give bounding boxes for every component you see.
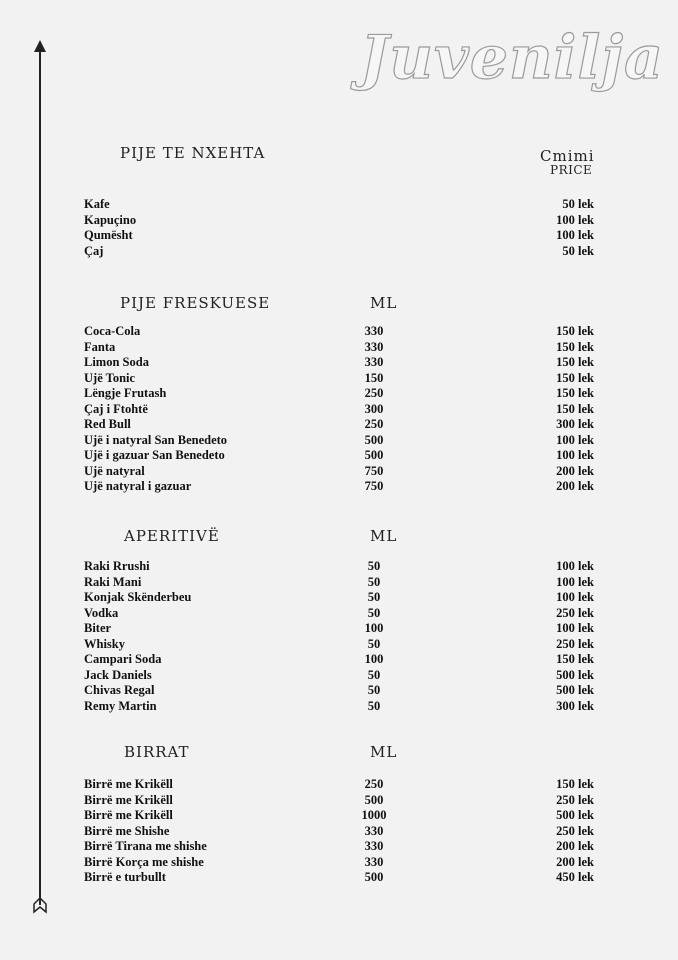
item-name: Ujë Tonic: [84, 371, 136, 385]
item-volume: 750: [364, 479, 384, 493]
item-volume: 1000: [361, 808, 387, 822]
menu-item-row: [84, 637, 594, 652]
item-price: 100 lek: [556, 228, 594, 242]
section-title-beers: BIRRAT: [124, 743, 190, 761]
item-name: Whisky: [84, 637, 125, 651]
item-price: 100 lek: [556, 448, 594, 462]
item-volume: 300: [364, 402, 384, 416]
item-price: 50 lek: [562, 197, 594, 211]
item-price: 450 lek: [556, 870, 594, 884]
item-name: Birrë me Shishe: [84, 824, 170, 838]
item-price: 100 lek: [556, 575, 594, 589]
menu-item-row: [84, 228, 594, 243]
item-name: Ujë natyral i gazuar: [84, 479, 192, 493]
arrow-fletching-icon: [33, 898, 47, 916]
item-name: Coca-Cola: [84, 324, 141, 338]
item-price: 100 lek: [556, 590, 594, 604]
item-name: Birrë me Krikëll: [84, 777, 173, 791]
menu-item-row: [84, 683, 594, 698]
menu-item-row: [84, 621, 594, 636]
item-name: Raki Mani: [84, 575, 142, 589]
price-column-subheader: PRICE: [550, 163, 593, 177]
item-volume: 330: [364, 824, 384, 838]
item-price: 200 lek: [556, 479, 594, 493]
item-name: Birrë me Krikëll: [84, 793, 173, 807]
ml-column-header-beers: ML: [370, 743, 398, 761]
item-price: 250 lek: [556, 793, 594, 807]
item-volume: 150: [364, 371, 384, 385]
item-volume: 50: [367, 559, 381, 573]
menu-item-row: [84, 606, 594, 621]
menu-item-row: [84, 808, 594, 823]
item-price: 200 lek: [556, 464, 594, 478]
menu-item-row: [84, 340, 594, 355]
menu-item-row: [84, 213, 594, 228]
item-price: 250 lek: [556, 824, 594, 838]
item-name: Chivas Regal: [84, 683, 155, 697]
item-price: 100 lek: [556, 559, 594, 573]
menu-item-row: [84, 575, 594, 590]
ml-column-header-soft-drinks: ML: [370, 294, 398, 312]
menu-item-row: [84, 479, 594, 494]
item-name: Fanta: [84, 340, 116, 354]
item-volume: 100: [364, 652, 384, 666]
item-name: Birrë Korça me shishe: [84, 855, 204, 869]
item-name: Biter: [84, 621, 112, 635]
menu-item-row: [84, 699, 594, 714]
item-price: 200 lek: [556, 855, 594, 869]
item-name: Red Bull: [84, 417, 131, 431]
item-volume: 500: [364, 793, 384, 807]
menu-item-row: [84, 870, 594, 885]
item-name: Ujë i gazuar San Benedeto: [84, 448, 225, 462]
section-title-aperitifs: APERITIVË: [124, 527, 220, 545]
item-name: Birrë me Krikëll: [84, 808, 173, 822]
menu-item-row: [84, 244, 594, 259]
item-volume: 500: [364, 448, 384, 462]
item-name: Birrë e turbullt: [84, 870, 166, 884]
item-volume: 330: [364, 855, 384, 869]
item-volume: 50: [367, 668, 381, 682]
menu-item-row: [84, 590, 594, 605]
section-title-soft-drinks: PIJE FRESKUESE: [120, 294, 271, 312]
item-volume: 500: [364, 870, 384, 884]
menu-item-row: [84, 793, 594, 808]
item-volume: 250: [364, 417, 384, 431]
item-volume: 500: [364, 433, 384, 447]
menu-item-row: [84, 355, 594, 370]
item-volume: 50: [367, 575, 381, 589]
menu-item-row: [84, 402, 594, 417]
item-name: Kafe: [84, 197, 110, 211]
item-volume: 50: [367, 606, 381, 620]
menu-item-row: [84, 777, 594, 792]
menu-item-row: [84, 559, 594, 574]
item-price: 150 lek: [556, 402, 594, 416]
item-price: 300 lek: [556, 417, 594, 431]
item-price: 50 lek: [562, 244, 594, 258]
item-name: Çaj: [84, 244, 104, 258]
item-volume: 750: [364, 464, 384, 478]
item-price: 500 lek: [556, 683, 594, 697]
item-price: 100 lek: [556, 433, 594, 447]
menu-item-row: [84, 371, 594, 386]
menu-item-row: [84, 855, 594, 870]
item-price: 300 lek: [556, 699, 594, 713]
section-title-hot-drinks: PIJE TE NXEHTA: [120, 144, 266, 162]
arrow-shaft-decoration: [39, 50, 41, 905]
item-price: 500 lek: [556, 808, 594, 822]
item-volume: 330: [364, 340, 384, 354]
item-price: 150 lek: [556, 340, 594, 354]
menu-item-row: [84, 197, 594, 212]
item-price: 250 lek: [556, 637, 594, 651]
item-name: Campari Soda: [84, 652, 162, 666]
menu-item-row: [84, 824, 594, 839]
item-name: Konjak Skënderbeu: [84, 590, 192, 604]
item-volume: 330: [364, 839, 384, 853]
item-price: 150 lek: [556, 386, 594, 400]
menu-item-row: [84, 668, 594, 683]
item-price: 150 lek: [556, 652, 594, 666]
item-name: Limon Soda: [84, 355, 149, 369]
menu-item-row: [84, 324, 594, 339]
item-price: 200 lek: [556, 839, 594, 853]
item-name: Jack Daniels: [84, 668, 152, 682]
item-volume: 100: [364, 621, 384, 635]
item-price: 150 lek: [556, 324, 594, 338]
item-price: 150 lek: [556, 777, 594, 791]
menu-item-row: [84, 839, 594, 854]
item-price: 100 lek: [556, 621, 594, 635]
ml-column-header-aperitifs: ML: [370, 527, 398, 545]
item-volume: 330: [364, 324, 384, 338]
menu-item-row: [84, 417, 594, 432]
item-name: Ujë natyral: [84, 464, 145, 478]
item-price: 500 lek: [556, 668, 594, 682]
item-volume: 50: [367, 637, 381, 651]
item-volume: 330: [364, 355, 384, 369]
item-volume: 50: [367, 683, 381, 697]
item-name: Remy Martin: [84, 699, 157, 713]
brand-logo: Juvenilja: [360, 23, 664, 93]
item-name: Raki Rrushi: [84, 559, 150, 573]
item-volume: 50: [367, 590, 381, 604]
item-name: Ujë i natyral San Benedeto: [84, 433, 228, 447]
menu-item-row: [84, 433, 594, 448]
item-name: Çaj i Ftohtë: [84, 402, 148, 416]
menu-item-row: [84, 652, 594, 667]
item-price: 150 lek: [556, 371, 594, 385]
item-price: 100 lek: [556, 213, 594, 227]
item-name: Vodka: [84, 606, 119, 620]
item-price: 150 lek: [556, 355, 594, 369]
menu-item-row: [84, 464, 594, 479]
item-name: Qumësht: [84, 228, 133, 242]
item-name: Birrë Tirana me shishe: [84, 839, 207, 853]
item-name: Kapuçino: [84, 213, 137, 227]
item-volume: 50: [367, 699, 381, 713]
item-name: Lëngje Frutash: [84, 386, 167, 400]
item-volume: 250: [364, 777, 384, 791]
item-price: 250 lek: [556, 606, 594, 620]
menu-item-row: [84, 386, 594, 401]
menu-item-row: [84, 448, 594, 463]
price-column-header: Cmimi: [540, 147, 595, 165]
item-volume: 250: [364, 386, 384, 400]
